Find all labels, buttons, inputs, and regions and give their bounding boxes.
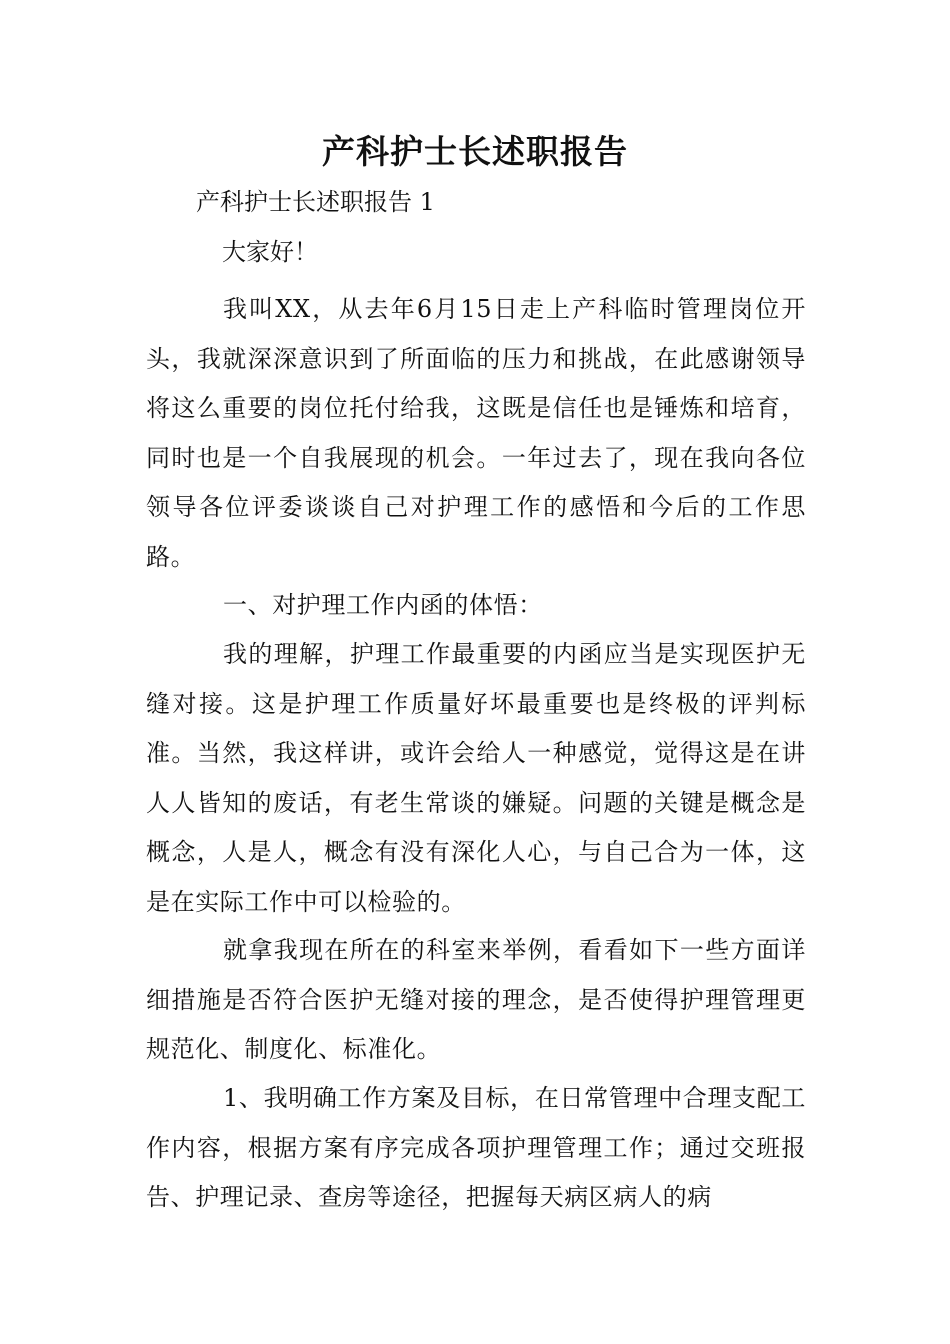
greeting-text: 大家好！ xyxy=(222,238,318,266)
section-heading-1: 一、对护理工作内函的体悟： xyxy=(223,591,543,619)
document-title: 产科护士长述职报告 xyxy=(322,132,628,171)
document-subtitle: 产科护士长述职报告 1 xyxy=(196,188,435,216)
paragraph-intro: 我叫XX，从去年6月15日走上产科临时管理岗位开头，我就深深意识到了所面临的压力和挑战，在此感谢领导将这么重要的岗位托付给我，这既是信任也是锤炼和培育，同时也是一个自我展现的机会。一年过去了，现在我向各位领导各位评委谈谈自己对护理工作的感悟和今后的工作思路。 xyxy=(146,295,806,571)
paragraph-item-1: 1、我明确工作方案及目标，在日常管理中合理支配工作内容，根据方案有序完成各项护理管理工作；通过交班报告、护理记录、查房等途径，把握每天病区病人的病 xyxy=(146,1084,806,1211)
paragraph-understanding: 我的理解，护理工作最重要的内函应当是实现医护无缝对接。这是护理工作质量好坏最重要也是终极的评判标准。当然，我这样讲，或许会给人一种感觉，觉得这是在讲人人皆知的废话，有老生常谈的嫌疑。问题的关键是概念是概念，人是人，概念有没有深化人心，与自己合为一体，这是在实际工作中可以检验的。 xyxy=(146,640,806,916)
paragraph-example: 就拿我现在所在的科室来举例，看看如下一些方面详细措施是否符合医护无缝对接的理念，是否使得护理管理更规范化、制度化、标准化。 xyxy=(146,936,806,1063)
